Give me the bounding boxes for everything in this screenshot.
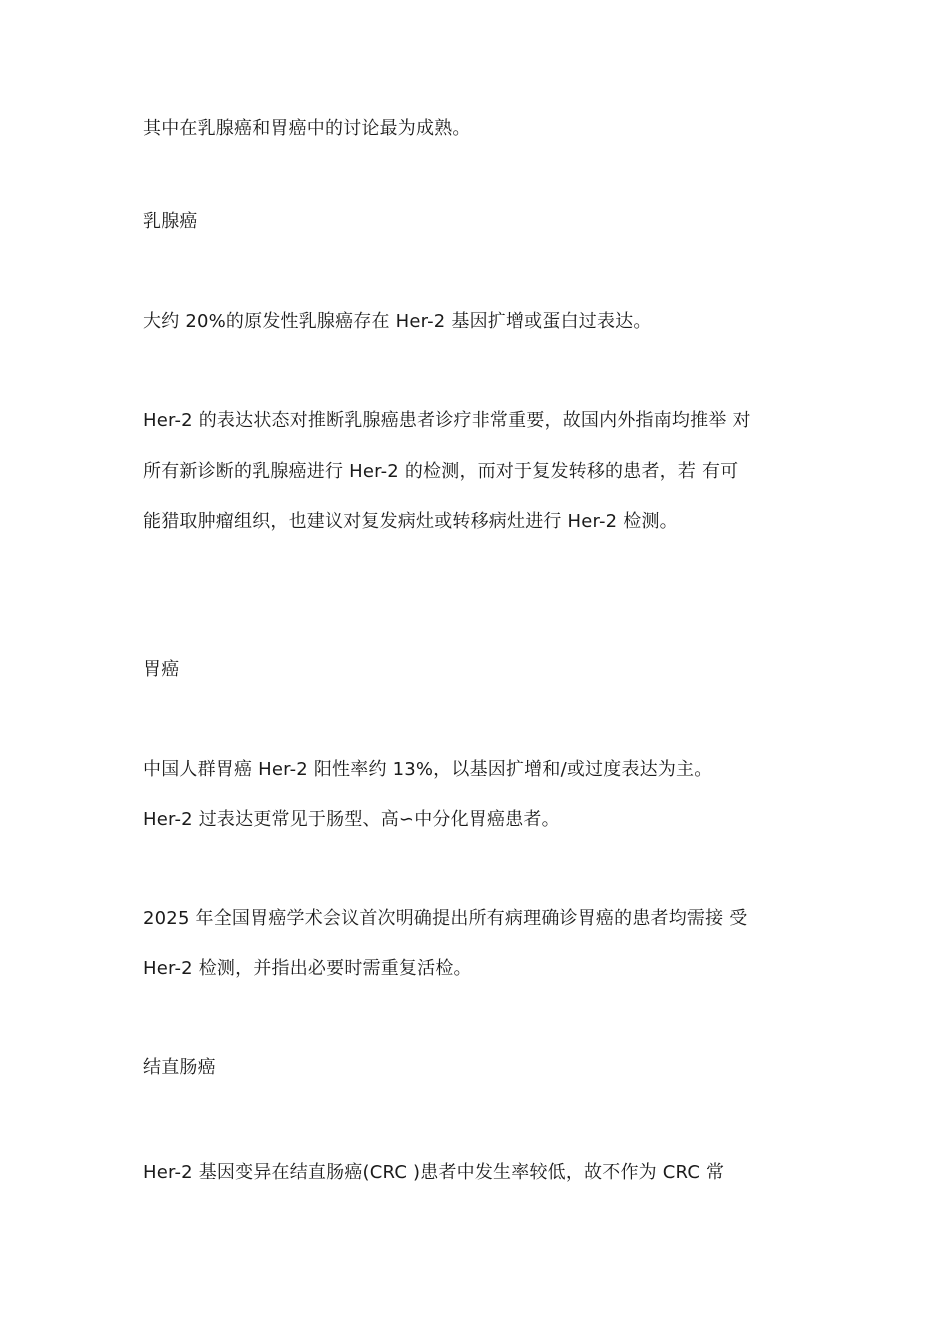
paragraph-colorectal: Her-2 基因变异在结直肠癌(CRC )患者中发生率较低，故不作为 CRC 常 <box>143 1162 725 1183</box>
paragraph-breast-testing-line-3: 能猎取肿瘤组织，也建议对复发病灶或转移病灶进行 Her-2 检测。 <box>143 511 678 532</box>
section-heading-colorectal-cancer: 结直肠癌 <box>143 1057 216 1078</box>
section-heading-gastric-cancer: 胃癌 <box>143 659 180 680</box>
paragraph-gastric-conference-line-1: 2025 年全国胃癌学术会议首次明确提出所有病理确诊胃癌的患者均需接 受 <box>143 908 748 929</box>
section-heading-breast-cancer: 乳腺癌 <box>143 211 198 232</box>
paragraph-gastric-prevalence-line-1: 中国人群胃癌 Her-2 阳性率约 13%，以基因扩增和/或过度表达为主。 <box>143 759 713 780</box>
paragraph-breast-testing-line-1: Her-2 的表达状态对推断乳腺癌患者诊疗非常重要，故国内外指南均推举 对 <box>143 410 751 431</box>
paragraph-gastric-conference-line-2: Her-2 检测，并指出必要时需重复活检。 <box>143 958 472 979</box>
paragraph-gastric-prevalence-line-2: Her-2 过表达更常见于肠型、高∽中分化胃癌患者。 <box>143 809 560 830</box>
paragraph-breast-prevalence: 大约 20%的原发性乳腺癌存在 Her-2 基因扩增或蛋白过表达。 <box>143 311 652 332</box>
paragraph-intro: 其中在乳腺癌和胃癌中的讨论最为成熟。 <box>143 118 471 139</box>
paragraph-breast-testing-line-2: 所有新诊断的乳腺癌进行 Her-2 的检测，而对于复发转移的患者，若 有可 <box>143 461 739 482</box>
